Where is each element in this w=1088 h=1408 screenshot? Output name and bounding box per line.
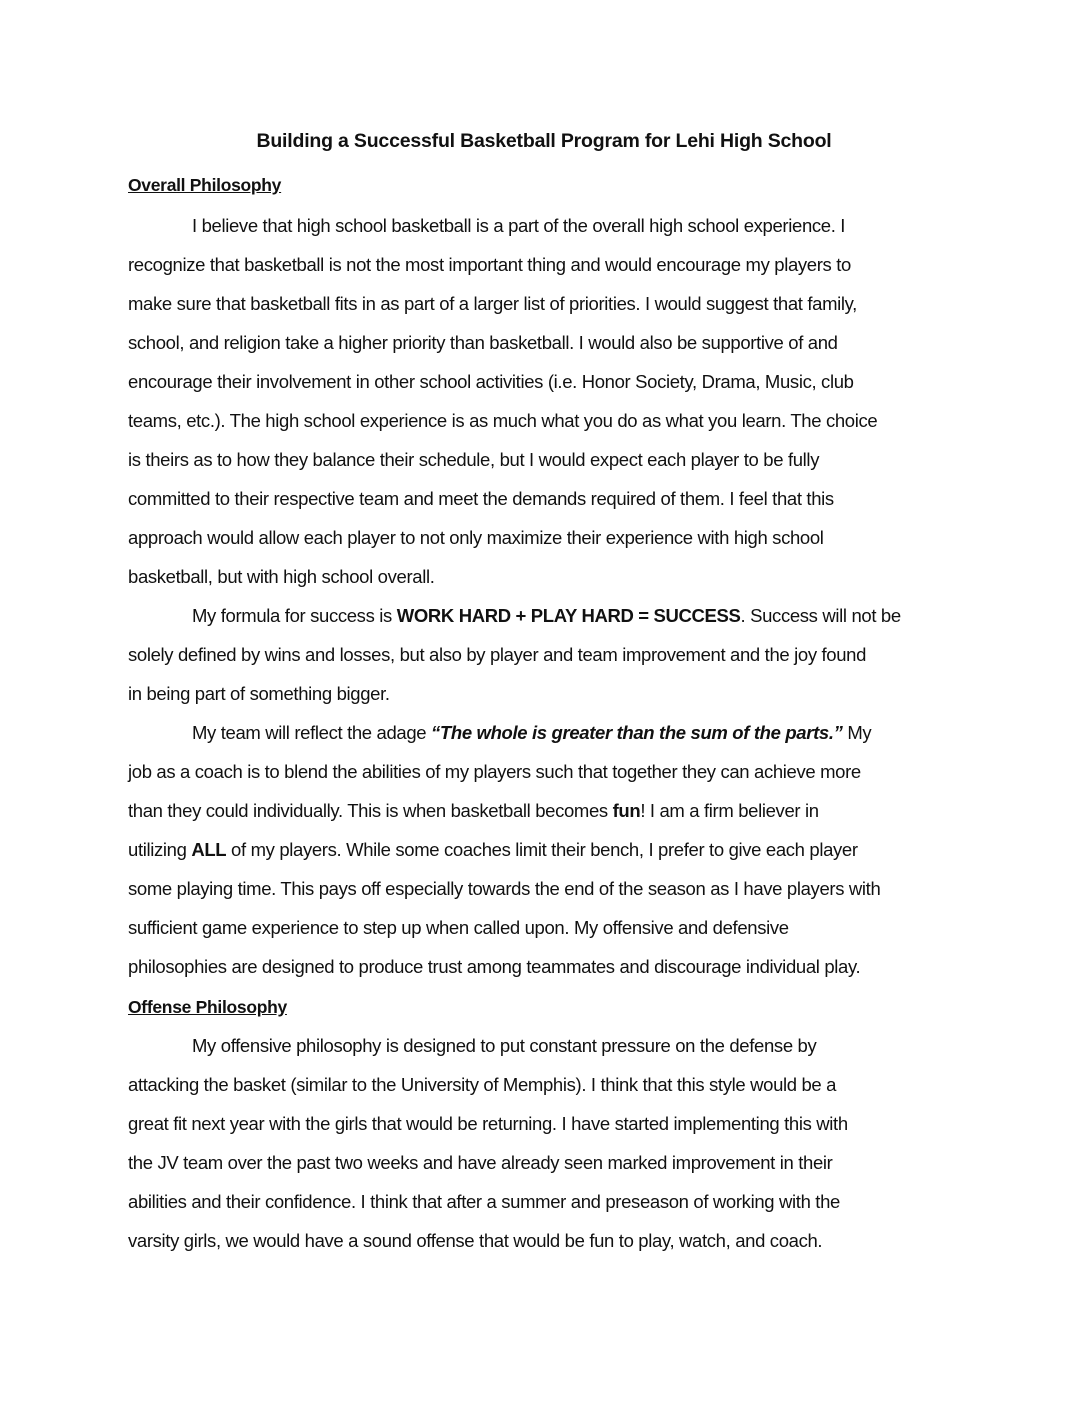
paragraph-line: some playing time. This pays off especially towards the end of the season as I have players with bbox=[128, 878, 881, 899]
paragraph-line: solely defined by wins and losses, but also by player and team improvement and the joy found bbox=[128, 644, 867, 665]
paragraph-line: basketball, but with high school overall. bbox=[128, 566, 435, 587]
section-heading-offense-philosophy: Offense Philosophy bbox=[128, 997, 287, 1017]
paragraph-line: attacking the basket (similar to the University of Memphis). I think that this style would be a bbox=[128, 1074, 837, 1095]
text-run: My team will reflect the adage bbox=[192, 722, 432, 743]
text-run: of my players. While some coaches limit their bench, I prefer to give each player bbox=[226, 839, 858, 860]
text-run: . Success will not be bbox=[740, 605, 901, 626]
paragraph-line: school, and religion take a higher priority than basketball. I would also be supportive of and bbox=[128, 332, 838, 353]
paragraph-line: abilities and their confidence. I think that after a summer and preseason of working with the bbox=[128, 1191, 840, 1212]
paragraph-line bbox=[128, 838, 968, 862]
success-formula: WORK HARD + PLAY HARD = SUCCESS bbox=[396, 605, 741, 626]
paragraph-line: the JV team over the past two weeks and have already seen marked improvement in their bbox=[128, 1152, 833, 1173]
paragraph-line bbox=[192, 604, 1032, 628]
text-run: My formula for success is bbox=[192, 605, 397, 626]
paragraph-line: great fit next year with the girls that would be returning. I have started implementing this with bbox=[128, 1113, 848, 1134]
adage-quote: “The whole is greater than the sum of the parts.” bbox=[431, 722, 843, 743]
paragraph-line: committed to their respective team and meet the demands required of them. I feel that this bbox=[128, 488, 834, 509]
paragraph-line: approach would allow each player to not only maximize their experience with high school bbox=[128, 527, 824, 548]
paragraph-line: varsity girls, we would have a sound offense that would be fun to play, watch, and coach. bbox=[128, 1230, 823, 1251]
emphasis-all: ALL bbox=[191, 839, 227, 860]
paragraph-line: I believe that high school basketball is a part of the overall high school experience. I bbox=[192, 215, 846, 236]
paragraph-line: recognize that basketball is not the most important thing and would encourage my players to bbox=[128, 254, 851, 275]
text-run: utilizing bbox=[128, 839, 192, 860]
paragraph-line: make sure that basketball fits in as part of a larger list of priorities. I would suggest that family, bbox=[128, 293, 857, 314]
section-heading-overall-philosophy: Overall Philosophy bbox=[128, 175, 282, 195]
text-run: ! I am a firm believer in bbox=[640, 800, 819, 821]
text-run: My bbox=[842, 722, 872, 743]
document-title: Building a Successful Basketball Program for Lehi High School bbox=[256, 130, 832, 152]
paragraph-line bbox=[192, 721, 1032, 745]
paragraph-line: sufficient game experience to step up when called upon. My offensive and defensive bbox=[128, 917, 789, 938]
paragraph-line: encourage their involvement in other school activities (i.e. Honor Society, Drama, Music, club bbox=[128, 371, 854, 392]
paragraph-line: in being part of something bigger. bbox=[128, 683, 390, 704]
paragraph-line: My offensive philosophy is designed to put constant pressure on the defense by bbox=[192, 1035, 817, 1056]
text-run: than they could individually. This is when basketball becomes bbox=[128, 800, 613, 821]
paragraph-line: teams, etc.). The high school experience is as much what you do as what you learn. The choice bbox=[128, 410, 878, 431]
emphasis-fun: fun bbox=[612, 800, 641, 821]
paragraph-line: is theirs as to how they balance their schedule, but I would expect each player to be fully bbox=[128, 449, 820, 470]
paragraph-line bbox=[128, 799, 968, 823]
paragraph-line: philosophies are designed to produce trust among teammates and discourage individual play. bbox=[128, 956, 861, 977]
paragraph-line: job as a coach is to blend the abilities of my players such that together they can achieve more bbox=[128, 761, 861, 782]
